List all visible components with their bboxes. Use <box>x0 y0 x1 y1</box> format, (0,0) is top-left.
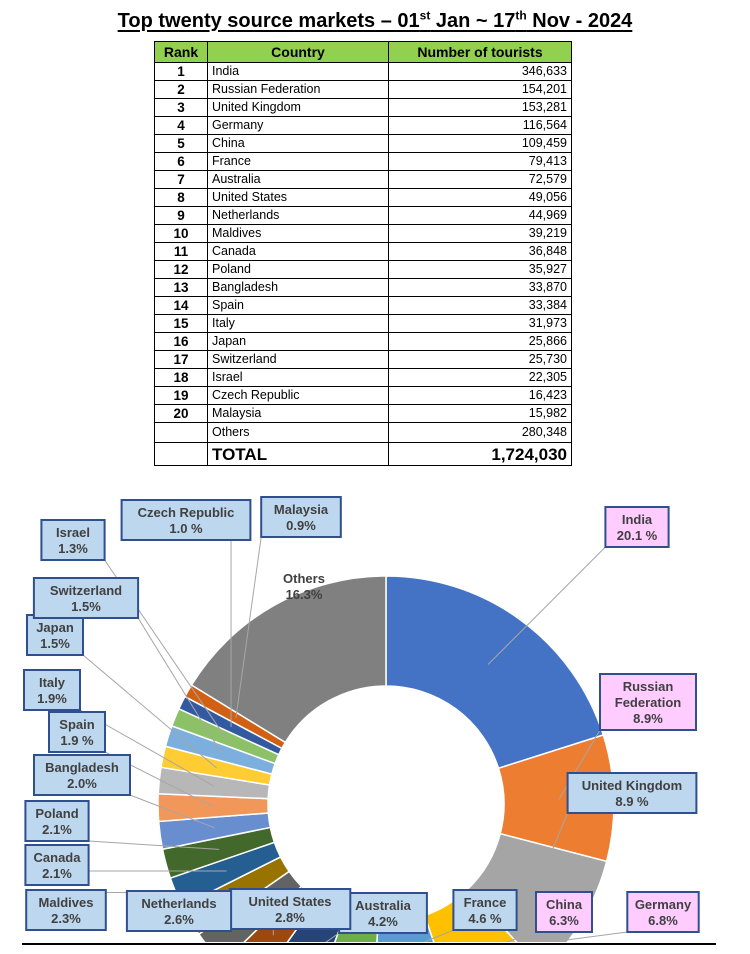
data-label: India <box>621 512 653 527</box>
data-label: 1.5% <box>71 599 101 614</box>
country-cell: Malaysia <box>208 405 389 423</box>
rank-cell: 4 <box>155 117 208 135</box>
tourists-cell: 153,281 <box>389 99 572 117</box>
data-label: 8.9 % <box>615 794 649 809</box>
table-row <box>155 153 572 171</box>
data-label: 2.0% <box>67 776 97 791</box>
country-cell: Netherlands <box>208 207 389 225</box>
data-label: 16.3% <box>285 587 323 602</box>
data-label: Malaysia <box>273 502 329 517</box>
data-label: 4.2% <box>368 914 398 929</box>
data-label: Japan <box>36 620 74 635</box>
table-row <box>155 297 572 315</box>
empty-rank-cell <box>155 443 208 466</box>
tourists-cell: 79,413 <box>389 153 572 171</box>
rank-cell: 18 <box>155 369 208 387</box>
tourists-cell: 72,579 <box>389 171 572 189</box>
country-cell: Russian Federation <box>208 81 389 99</box>
rank-cell: 7 <box>155 171 208 189</box>
tourists-cell: 15,982 <box>389 405 572 423</box>
total-row-label: TOTAL <box>208 443 389 466</box>
data-label: 20.1 % <box>616 528 658 543</box>
table-row <box>155 333 572 351</box>
slice-india <box>386 576 603 768</box>
table-row <box>155 315 572 333</box>
header-country: Country <box>208 42 389 63</box>
data-label: 8.9% <box>633 711 663 726</box>
table-row <box>155 135 572 153</box>
table-row <box>155 171 572 189</box>
data-label: 1.9 % <box>60 733 94 748</box>
tourists-cell: 35,927 <box>389 261 572 279</box>
data-label: Canada <box>33 850 81 865</box>
data-label: 2.1% <box>42 866 72 881</box>
table-row <box>155 369 572 387</box>
data-label: 2.1% <box>42 822 72 837</box>
data-label: Russian <box>622 679 674 694</box>
table-row <box>155 99 572 117</box>
table-row <box>155 225 572 243</box>
data-label: 4.6 % <box>468 911 502 926</box>
data-label: Australia <box>355 898 411 913</box>
rank-cell: 15 <box>155 315 208 333</box>
data-label: 2.3% <box>51 911 81 926</box>
rank-cell: 20 <box>155 405 208 423</box>
tourists-cell: 22,305 <box>389 369 572 387</box>
data-label: 1.0 % <box>169 521 203 536</box>
tourists-cell: 25,730 <box>389 351 572 369</box>
data-label: 6.8% <box>648 913 678 928</box>
country-cell: Canada <box>208 243 389 261</box>
table-row <box>155 207 572 225</box>
country-cell: Switzerland <box>208 351 389 369</box>
empty-rank-cell <box>155 423 208 443</box>
rank-cell: 6 <box>155 153 208 171</box>
data-label: 2.8% <box>275 910 305 925</box>
country-cell: Japan <box>208 333 389 351</box>
data-label: 1.5% <box>40 636 70 651</box>
tourists-cell: 31,973 <box>389 315 572 333</box>
table-row <box>155 405 572 423</box>
rank-cell: 19 <box>155 387 208 405</box>
table-body <box>155 63 572 466</box>
rank-cell: 10 <box>155 225 208 243</box>
rank-cell: 9 <box>155 207 208 225</box>
country-cell: India <box>208 63 389 81</box>
data-label: Netherlands <box>141 896 217 911</box>
total-row-value: 1,724,030 <box>389 443 572 466</box>
others-row-value: 280,348 <box>389 423 572 443</box>
data-label: 1.3% <box>58 541 88 556</box>
table-row <box>155 117 572 135</box>
data-label: 6.3% <box>549 913 579 928</box>
rank-cell: 8 <box>155 189 208 207</box>
data-label: Italy <box>38 675 66 690</box>
tourists-cell: 25,866 <box>389 333 572 351</box>
others-row-label: Others <box>208 423 389 443</box>
data-label: United Kingdom <box>581 778 683 793</box>
tourists-cell: 39,219 <box>389 225 572 243</box>
tourists-cell: 16,423 <box>389 387 572 405</box>
tourists-cell: 36,848 <box>389 243 572 261</box>
tourists-cell: 109,459 <box>389 135 572 153</box>
page-title: Top twenty source markets – 01st Jan ~ 17th Nov - 2024 <box>117 8 633 32</box>
tourists-cell: 33,384 <box>389 297 572 315</box>
table-row <box>155 63 572 81</box>
rank-cell: 13 <box>155 279 208 297</box>
data-label: United States <box>248 894 332 909</box>
country-cell: Czech Republic <box>208 387 389 405</box>
tourists-cell: 116,564 <box>389 117 572 135</box>
country-cell: France <box>208 153 389 171</box>
tourists-cell: 49,056 <box>389 189 572 207</box>
data-label: Germany <box>634 897 692 912</box>
tourists-cell: 346,633 <box>389 63 572 81</box>
data-label: Switzerland <box>49 583 123 598</box>
data-label: Czech Republic <box>137 505 235 520</box>
data-label: Federation <box>614 695 682 710</box>
table-row <box>155 243 572 261</box>
tourists-cell: 44,969 <box>389 207 572 225</box>
table-row <box>155 387 572 405</box>
others-row <box>155 423 572 443</box>
rank-cell: 11 <box>155 243 208 261</box>
total-row <box>155 443 572 466</box>
data-label: Maldives <box>38 895 94 910</box>
rank-cell: 14 <box>155 297 208 315</box>
data-label: 0.9% <box>286 518 316 533</box>
country-cell: United Kingdom <box>208 99 389 117</box>
country-cell: Italy <box>208 315 389 333</box>
rank-cell: 5 <box>155 135 208 153</box>
header-rank: Rank <box>155 42 208 63</box>
rank-cell: 16 <box>155 333 208 351</box>
tourists-cell: 154,201 <box>389 81 572 99</box>
source-markets-table <box>154 41 572 466</box>
rank-cell: 17 <box>155 351 208 369</box>
rank-cell: 3 <box>155 99 208 117</box>
data-label: Poland <box>35 806 79 821</box>
rank-cell: 2 <box>155 81 208 99</box>
doughnut-chart <box>0 480 750 942</box>
country-cell: Maldives <box>208 225 389 243</box>
country-cell: Poland <box>208 261 389 279</box>
data-label: 2.6% <box>164 912 194 927</box>
data-label: Spain <box>59 717 95 732</box>
data-label: Israel <box>56 525 90 540</box>
table-row <box>155 81 572 99</box>
rank-cell: 1 <box>155 63 208 81</box>
data-label: Bangladesh <box>45 760 119 775</box>
country-cell: Spain <box>208 297 389 315</box>
country-cell: Israel <box>208 369 389 387</box>
country-cell: United States <box>208 189 389 207</box>
data-label: 1.9% <box>37 691 67 706</box>
table-header-row <box>155 42 572 63</box>
table-row <box>155 279 572 297</box>
data-label: France <box>463 895 507 910</box>
table-row <box>155 351 572 369</box>
tourists-cell: 33,870 <box>389 279 572 297</box>
table-row <box>155 189 572 207</box>
table-row <box>155 261 572 279</box>
country-cell: Bangladesh <box>208 279 389 297</box>
rank-cell: 12 <box>155 261 208 279</box>
data-label: China <box>545 897 583 912</box>
country-cell: Germany <box>208 117 389 135</box>
country-cell: China <box>208 135 389 153</box>
header-tourists: Number of tourists <box>389 42 572 63</box>
country-cell: Australia <box>208 171 389 189</box>
bottom-divider <box>22 943 716 945</box>
data-label: Others <box>283 571 325 586</box>
